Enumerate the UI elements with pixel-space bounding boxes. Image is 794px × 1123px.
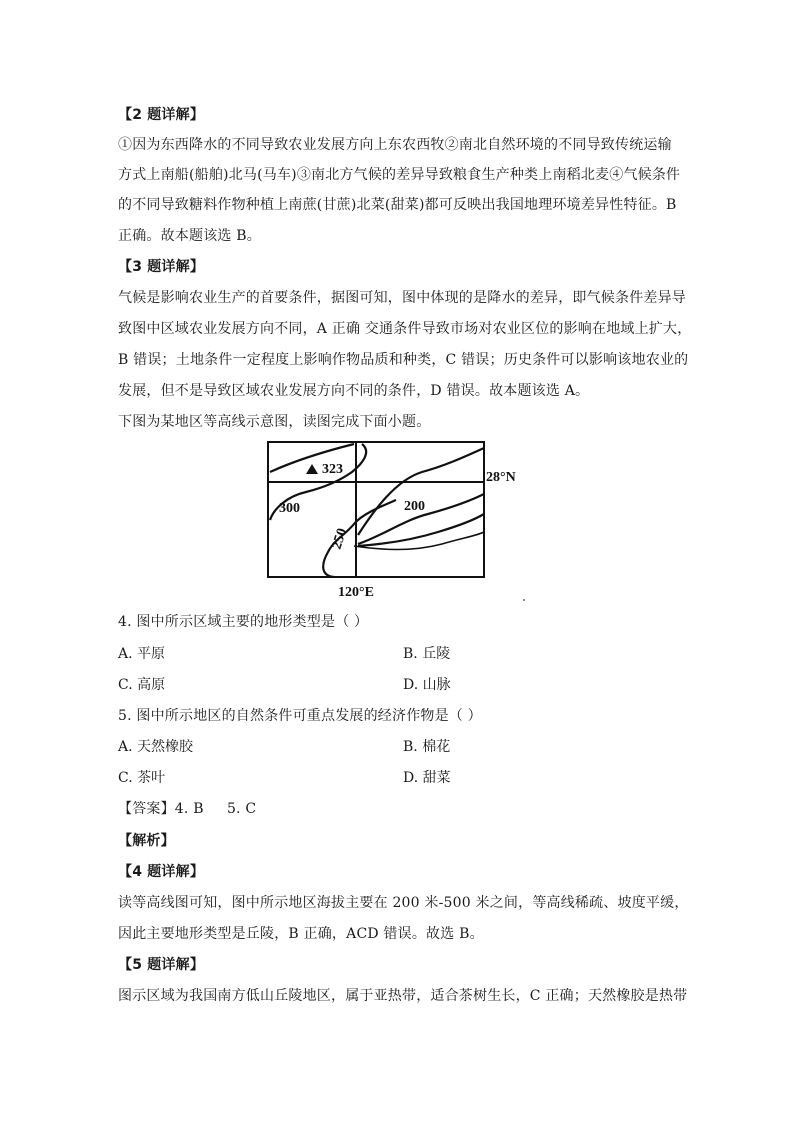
peak-elevation-label: 323 <box>322 462 343 477</box>
q4-detail-line-1: 读等高线图可知，图中所示地区海拔主要在 200 米-500 米之间，等高线稀疏、坡度平缓， <box>118 895 689 911</box>
q4-stem: 4. 图中所示区域主要的地形类型是（ ） <box>118 614 369 630</box>
q4-detail-line-2: 因此主要地形类型是丘陵，B 正确，ACD 错误。故选 B。 <box>118 926 484 942</box>
latitude-label: 28°N <box>486 470 516 485</box>
q2-line-4: 正确。故本题该选 B。 <box>118 228 261 244</box>
q4-option-b: B. 丘陵 <box>403 646 451 662</box>
q5-option-c: C. 茶叶 <box>118 770 166 786</box>
q3-line-2: 致图中区域农业发展方向不同，A 正确 交通条件导致市场对农业区位的影响在地域上扩大， <box>118 321 692 337</box>
contour-label-300: 300 <box>279 501 300 516</box>
contour-line-valley <box>354 532 484 550</box>
q4-detail-header: 【4 题详解】 <box>118 864 205 880</box>
q3-line-1: 气候是影响农业生产的首要条件，据图可知，图中体现的是降水的差异，即气候条件差异导 <box>118 290 686 306</box>
q2-line-3: 的不同导致糖料作物种植上南蔗(甘蔗)北菜(甜菜)都可反映出我国地理环境差异性特征。B <box>118 197 677 213</box>
contour-line-lower <box>358 514 484 546</box>
scan-dot <box>523 599 525 601</box>
triangle-peak-icon <box>306 464 318 474</box>
q3-line-4: 发展，但不是导致区域农业发展方向不同的条件，D 错误。故本题该选 A。 <box>118 383 590 399</box>
q3-line-3: B 错误；土地条件一定程度上影响作物品质和种类，C 错误；历史条件可以影响该地农业的 <box>118 352 689 368</box>
q4-option-a: A. 平原 <box>118 646 166 662</box>
q2-line-2: 方式上南船(船舶)北马(马车)③南北方气候的差异导致粮食生产种类上南稻北麦④气候条件 <box>118 167 681 183</box>
q5-option-a: A. 天然橡胶 <box>118 739 194 755</box>
answer-line: 【答案】4. B 5. C <box>118 801 257 817</box>
map-intro-text: 下图为某地区等高线示意图，读图完成下面小题。 <box>118 414 431 430</box>
q5-stem: 5. 图中所示地区的自然条件可重点发展的经济作物是（ ） <box>118 708 482 724</box>
q4-option-d: D. 山脉 <box>403 677 451 693</box>
contour-map <box>262 440 532 606</box>
contour-label-250: 250 <box>329 526 351 552</box>
q4-option-c: C. 高原 <box>118 677 166 693</box>
q5-detail-header: 【5 题详解】 <box>118 957 205 973</box>
q5-option-d: D. 甜菜 <box>403 770 451 786</box>
q2-detail-header: 【2 题详解】 <box>118 107 205 123</box>
q3-detail-header: 【3 题详解】 <box>118 259 205 275</box>
contour-label-200: 200 <box>404 499 425 514</box>
q2-line-1: ①因为东西降水的不同导致农业发展方向上东农西牧②南北自然环境的不同导致传统运输 <box>118 137 672 153</box>
q5-option-b: B. 棉花 <box>403 739 451 755</box>
analysis-header: 【解析】 <box>118 833 175 849</box>
longitude-label: 120°E <box>338 585 374 600</box>
q5-detail-line-1: 图示区域为我国南方低山丘陵地区，属于亚热带，适合茶树生长，C 正确；天然橡胶是热带 <box>118 988 688 1004</box>
